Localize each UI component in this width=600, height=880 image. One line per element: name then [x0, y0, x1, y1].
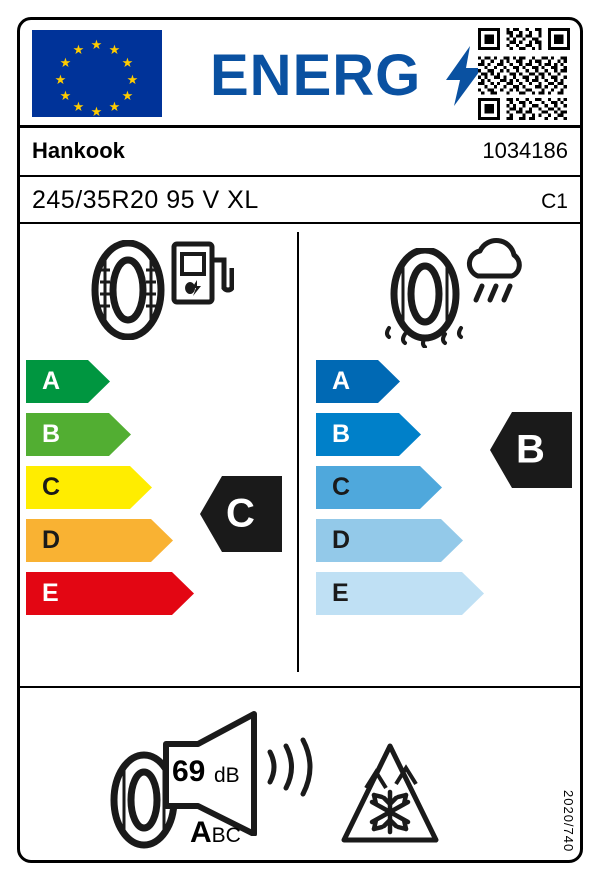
fuel-grade-bar [26, 519, 173, 562]
fuel-grade-row [26, 466, 196, 509]
wet-grade-label: A [332, 367, 351, 395]
sound-waves-icon [262, 736, 320, 798]
fuel-grade-label: C [42, 473, 61, 501]
fuel-pump-icon [170, 238, 234, 306]
wet-grade-row [316, 466, 486, 509]
wet-grip-selected [490, 412, 572, 488]
fuel-efficiency-selected [200, 476, 282, 552]
fuel-grade-label: B [42, 420, 61, 448]
wet-grade-row [316, 572, 486, 615]
fuel-grade-bar [26, 572, 194, 615]
tyre-size: 245/35R20 95 V XL [32, 186, 259, 214]
wet-grade-row [316, 360, 486, 403]
fuel-grade-label: E [42, 579, 59, 607]
qr-code-icon [478, 28, 570, 120]
fuel-grade-label: A [42, 367, 61, 395]
wet-grade-bar [316, 572, 484, 615]
bottom-divider [20, 686, 580, 688]
fuel-grade-bar [26, 360, 110, 403]
noise-unit: dB [214, 764, 240, 787]
wet-grip-grade: B [516, 427, 545, 472]
fuel-grade-arrow [26, 360, 110, 403]
wet-grade-bar [316, 360, 400, 403]
fuel-grade-row [26, 360, 196, 403]
tyre-class-code: C1 [541, 190, 568, 213]
fuel-grade-bar [26, 466, 152, 509]
fuel-grade-row [26, 572, 196, 615]
fuel-efficiency-grade: C [226, 491, 255, 536]
wet-grade-label: B [332, 420, 351, 448]
fuel-grade-bar [26, 413, 131, 456]
wet-grade-bar [316, 519, 463, 562]
eu-flag-icon: ★ ★ ★ ★ ★ ★ ★ ★ ★ ★ ★ ★ [32, 30, 162, 117]
noise-class [190, 816, 241, 850]
wet-grade-label: E [332, 579, 349, 607]
noise-value: 69 [172, 755, 206, 788]
wet-grade-bar [316, 413, 421, 456]
wet-grade-row [316, 519, 486, 562]
energy-wordmark: ENERG [210, 43, 422, 108]
wet-grade-arrow [316, 360, 400, 403]
brand-name: Hankook [32, 138, 125, 163]
brand-divider [20, 175, 580, 177]
wet-grade-row [316, 413, 486, 456]
tyre-wet-icon [375, 248, 475, 348]
wet-grade-label: C [332, 473, 351, 501]
fuel-grade-row [26, 413, 196, 456]
wet-grade-label: D [332, 526, 351, 554]
model-code: 1034186 [482, 138, 568, 163]
noise-class-value: A [190, 816, 212, 849]
wet-grade-bar [316, 466, 442, 509]
fuel-grade-label: D [42, 526, 61, 554]
header-divider [20, 125, 580, 128]
date-code: 2020/740 [561, 789, 576, 852]
size-divider [20, 222, 580, 224]
wet-grip-scale [316, 360, 486, 625]
middle-divider [297, 232, 299, 672]
label-header [20, 20, 580, 125]
three-peak-mountain-snowflake-icon [340, 740, 440, 848]
noise-class-remainder: BC [211, 824, 241, 847]
fuel-grade-row [26, 519, 196, 562]
fuel-efficiency-scale [26, 360, 196, 625]
rain-cloud-icon [462, 238, 530, 312]
tyre-icon [78, 240, 178, 340]
